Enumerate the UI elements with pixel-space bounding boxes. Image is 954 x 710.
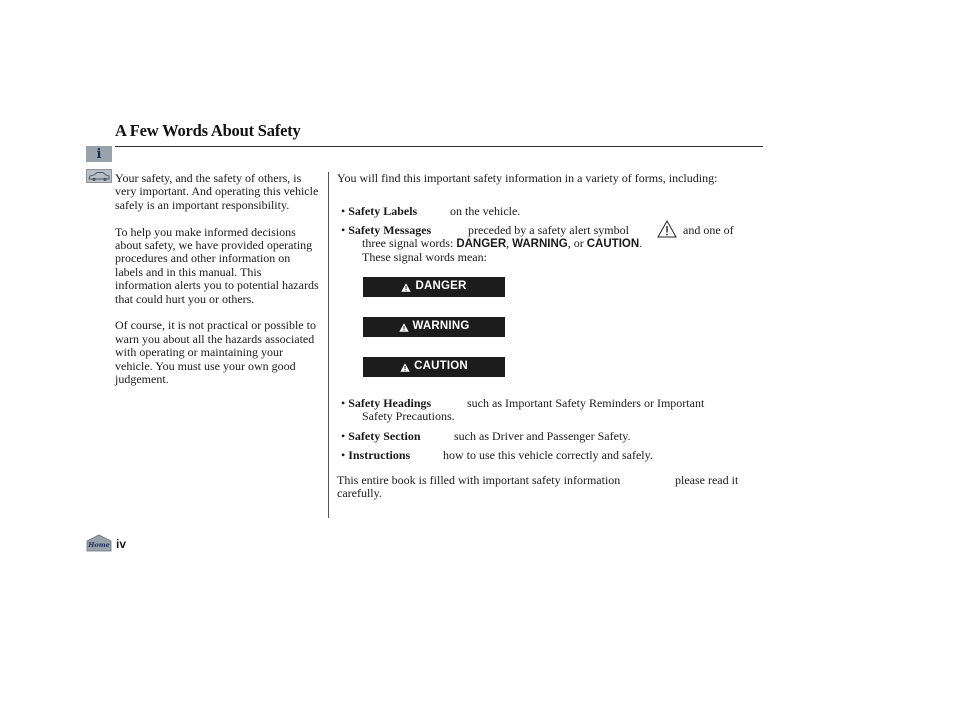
signal-word-sep-1: , (506, 236, 513, 250)
bullet-continuation: Safety Precautions. (362, 409, 455, 423)
bullet-item-instructions (341, 449, 751, 462)
page-number: iv (116, 537, 127, 551)
left-paragraph-3: Of course, it is not practical or possible to warn you about all the hazards associated with operating or maintaining your vehicle. You must use your own good judgement. (115, 318, 316, 387)
bullet: • (341, 448, 346, 462)
page-title: A Few Words About Safety (115, 121, 301, 140)
bullet-term: Safety Messages (348, 223, 432, 237)
bullet-term: Safety Headings (348, 396, 432, 410)
signal-box-warning (363, 317, 505, 337)
car-icon[interactable] (86, 169, 112, 183)
bullet: • (341, 204, 346, 218)
closing-part-1: This entire book is filled with important safety information (337, 473, 621, 487)
signal-word-sep-2: , or (567, 236, 587, 250)
signal-word-warning: WARNING (512, 238, 568, 250)
signal-box-label: DANGER (415, 280, 467, 293)
alert-triangle-icon (399, 323, 409, 332)
home-icon-label: Home (88, 541, 110, 549)
bullet-item-safety-section (341, 430, 751, 443)
signal-word-caution: CAUTION (586, 238, 640, 250)
signal-box-label: CAUTION (414, 360, 468, 373)
bullet-item-safety-labels (341, 205, 751, 218)
bullet-desc: such as Driver and Passenger Safety. (454, 429, 631, 443)
signal-word-end: . (639, 236, 643, 250)
signal-box-caution (363, 357, 505, 377)
bullet-term: Instructions (348, 448, 411, 462)
column-divider (328, 172, 329, 518)
safety-alert-triangle-icon (657, 220, 677, 238)
signal-box-danger (363, 277, 505, 297)
closing-text (337, 474, 757, 501)
bullet-term: Safety Section (348, 429, 421, 443)
home-icon[interactable] (86, 534, 112, 552)
bullet-desc: on the vehicle. (450, 204, 521, 218)
title-rule (115, 146, 763, 147)
bullet-term: Safety Labels (348, 204, 418, 218)
bullet-desc: how to use this vehicle correctly and safely. (443, 448, 653, 462)
info-icon[interactable]: i (86, 146, 112, 162)
bullet-desc: preceded by a safety alert symbol (468, 223, 629, 237)
bullet: • (341, 429, 346, 443)
closing-part-2: please read it (675, 473, 739, 487)
bullet-desc: such as Important Safety Reminders or Important (467, 396, 705, 410)
intro-text: You will find this important safety information in a variety of forms, including: (337, 171, 718, 185)
signal-meaning-text: These signal words mean: (362, 250, 487, 264)
closing-part-3: carefully. (337, 486, 382, 501)
left-paragraph-2: To help you make informed decisions about safety, we have provided operating procedures and other information on labels and in this manual. This information alerts you to potential hazards that could hurt you or others. (115, 224, 319, 306)
alert-triangle-icon (400, 363, 410, 372)
signal-words-prefix: three signal words: (362, 236, 457, 250)
alert-triangle-icon (401, 283, 411, 292)
bullet: • (341, 223, 346, 237)
bullet: • (341, 396, 346, 410)
signal-word-danger: DANGER (456, 238, 507, 250)
signal-box-label: WARNING (412, 320, 470, 333)
bullet-desc-after: and one of (683, 223, 734, 237)
left-paragraph-1: Your safety, and the safety of others, is very important. And operating this vehicle safely is an important responsibility. (115, 171, 319, 212)
left-column (115, 172, 320, 400)
